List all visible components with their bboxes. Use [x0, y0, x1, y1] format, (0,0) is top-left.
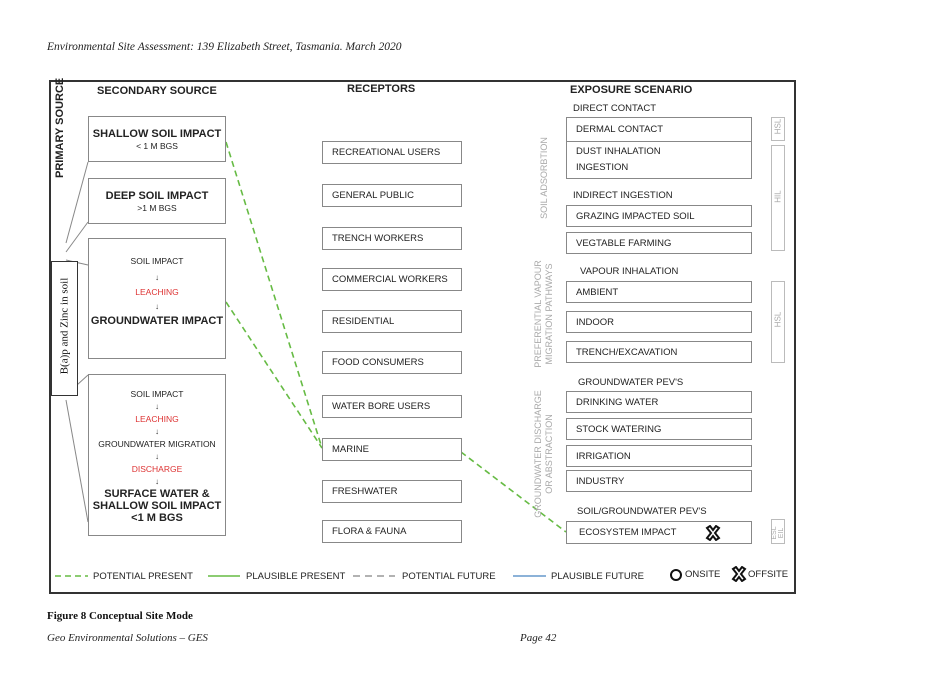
side-label-gw [533, 389, 555, 519]
arrow-down-icon: ↓ [155, 273, 159, 282]
sw-discharge: DISCHARGE [131, 464, 183, 474]
eil-tag: EIL [778, 527, 785, 539]
offsite-icon [705, 525, 721, 541]
exposure-box: DRINKING WATER [566, 391, 752, 413]
legend-plausible-present: PLAUSIBLE PRESENT [246, 571, 346, 582]
receptor-box: FRESHWATER [322, 480, 462, 503]
secondary-source-heading: SECONDARY SOURCE [97, 85, 217, 97]
side-label-vapour-1: PREFERENTIAL VAPOUR [533, 260, 543, 368]
arrow-down-icon: ↓ [155, 477, 159, 486]
gw-soil-impact: SOIL IMPACT [130, 256, 184, 266]
shallow-title: SHALLOW SOIL IMPACT [92, 128, 222, 140]
exposure-box: TRENCH/EXCAVATION [566, 341, 752, 363]
legend-potential-future: POTENTIAL FUTURE [402, 571, 496, 582]
legend-onsite: ONSITE [685, 569, 721, 580]
gw-title: GROUNDWATER IMPACT [90, 315, 224, 327]
deep-title: DEEP SOIL IMPACT [105, 190, 209, 202]
receptor-box: COMMERCIAL WORKERS [322, 268, 462, 291]
esl-eil-tag [771, 513, 785, 553]
ingestion: INGESTION [576, 162, 629, 173]
exposure-box-dust [566, 141, 752, 179]
gw-leaching: LEACHING [135, 287, 179, 297]
hsl-tag-1: HSL [773, 118, 783, 135]
receptor-box: RESIDENTIAL [322, 310, 462, 333]
page-header: Environmental Site Assessment: 139 Elizabeth Street, Tasmania. March 2020 [47, 41, 402, 53]
ecosystem-label: ECOSYSTEM IMPACT [579, 527, 677, 538]
side-label-vapour-2: MIGRATION PATHWAYS [544, 263, 554, 365]
sw-gw-migration: GROUNDWATER MIGRATION [98, 439, 216, 449]
vapour-heading: VAPOUR INHALATION [580, 266, 679, 277]
deep-soil-impact-box [88, 178, 226, 224]
arrow-down-icon: ↓ [155, 452, 159, 461]
receptors-heading: RECEPTORS [347, 83, 416, 95]
exposure-box: VEGTABLE FARMING [566, 232, 752, 254]
exposure-box: INDOOR [566, 311, 752, 333]
side-label-soil: SOIL ADSORBTION [539, 137, 549, 219]
dust-inhalation: DUST INHALATION [576, 146, 661, 157]
hil-tag: HIL [773, 190, 783, 203]
side-label-vapour [533, 254, 555, 374]
groundwater-impact-box [88, 238, 226, 359]
receptor-box: TRENCH WORKERS [322, 227, 462, 250]
primary-source-label: B(a)p and Zinc in soil [58, 277, 71, 375]
side-label-gw-1: GROUNDWATER DISCHARGE [533, 390, 543, 518]
exposure-box-ecosystem [566, 521, 752, 544]
indirect-heading: INDIRECT INGESTION [573, 190, 673, 201]
arrow-down-icon: ↓ [155, 427, 159, 436]
primary-source-heading: PRIMARY SOURCE [54, 77, 66, 178]
exposure-box: IRRIGATION [566, 445, 752, 467]
gw-pev-heading: GROUNDWATER PEV'S [578, 377, 684, 388]
receptor-box: WATER BORE USERS [322, 395, 462, 418]
exposure-box: INDUSTRY [566, 470, 752, 492]
surface-water-box [88, 374, 226, 536]
exposure-box: STOCK WATERING [566, 418, 752, 440]
onsite-icon [669, 568, 683, 582]
sw-title-3: <1 M BGS [131, 512, 183, 524]
exposure-heading: EXPOSURE SCENARIO [570, 84, 693, 96]
exposure-box: GRAZING IMPACTED SOIL [566, 205, 752, 227]
sw-leaching: LEACHING [135, 414, 179, 424]
pathway-line [226, 142, 322, 448]
shallow-soil-impact-box [88, 116, 226, 162]
receptor-box: FLORA & FAUNA [322, 520, 462, 543]
deep-sub: >1 M BGS [137, 203, 177, 213]
receptor-box: FOOD CONSUMERS [322, 351, 462, 374]
shallow-sub: < 1 M BGS [136, 141, 178, 151]
footer-page: Page 42 [520, 632, 557, 644]
arrow-down-icon: ↓ [155, 402, 159, 411]
hsl-tag-2: HSL [773, 311, 783, 328]
figure-caption: Figure 8 Conceptual Site Mode [47, 610, 193, 622]
exposure-box: DERMAL CONTACT [566, 117, 752, 142]
sw-soil-impact: SOIL IMPACT [130, 389, 184, 399]
esl-tag: ESL [771, 526, 778, 540]
receptor-box-marine: MARINE [322, 438, 462, 461]
sw-title-1: SURFACE WATER & [104, 488, 210, 500]
receptor-box: RECREATIONAL USERS [322, 141, 462, 164]
receptor-box: GENERAL PUBLIC [322, 184, 462, 207]
legend-offsite: OFFSITE [748, 569, 789, 580]
arrow-down-icon: ↓ [155, 302, 159, 311]
direct-contact-heading: DIRECT CONTACT [573, 103, 657, 114]
side-label-gw-2: OR ABSTRACTION [544, 414, 554, 494]
legend-plausible-future: PLAUSIBLE FUTURE [551, 571, 644, 582]
pathway-line [226, 302, 322, 448]
sgw-pev-heading: SOIL/GROUNDWATER PEV'S [577, 506, 707, 517]
legend-potential-present: POTENTIAL PRESENT [93, 571, 193, 582]
footer-left: Geo Environmental Solutions – GES [47, 632, 208, 644]
exposure-box: AMBIENT [566, 281, 752, 303]
offsite-icon [731, 566, 747, 582]
sw-title-2: SHALLOW SOIL IMPACT [92, 500, 222, 512]
